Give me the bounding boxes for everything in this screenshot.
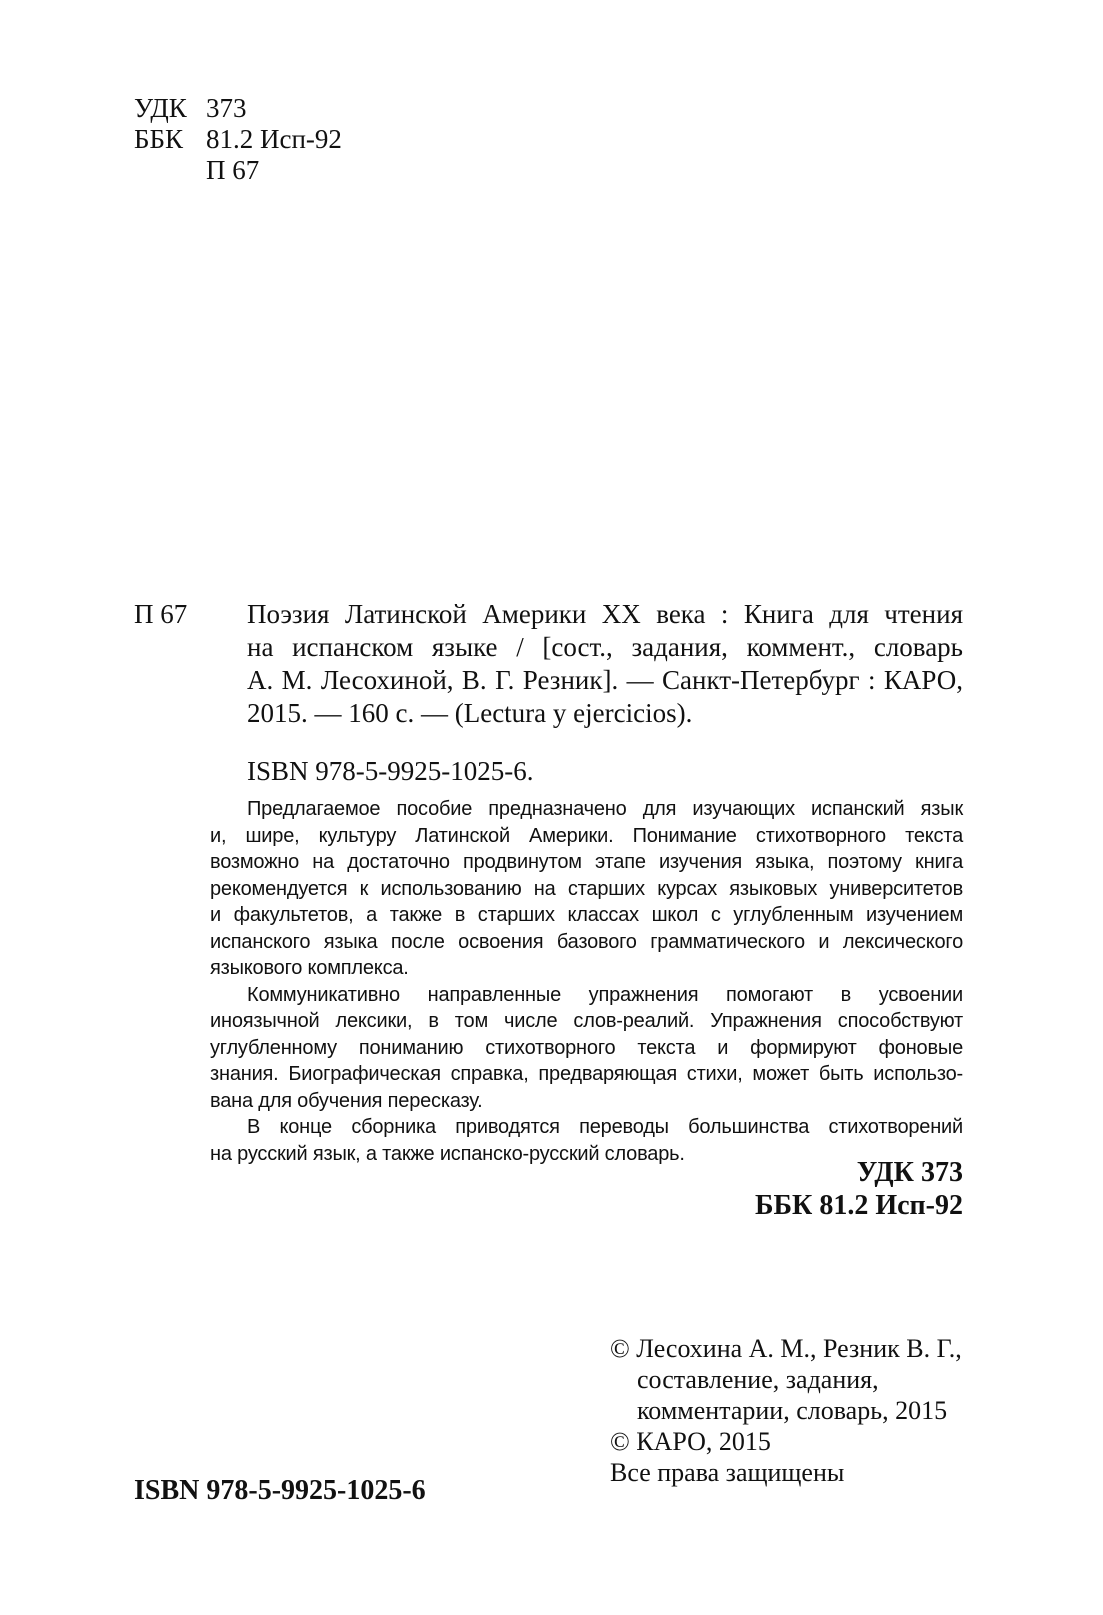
copyright-block: [610, 1333, 962, 1488]
record-line: Поэзия Латинской Америки XX века : Книга для чтения: [247, 599, 963, 629]
annotation-line: и, шире, культуру Латинской Америки. Понимание стихотворного текста: [210, 824, 963, 847]
annotation-line: и факультетов, а также в старших классах школ с углубленным изучением: [210, 904, 963, 926]
copyright-role-cont: комментарии, словарь, 2015: [637, 1396, 948, 1425]
annotation-line: В конце сборника приводятся переводы большинства стихотворений: [247, 1116, 963, 1138]
annotation: [210, 796, 963, 1167]
classification-value: 373: [206, 93, 247, 123]
annotation-line: Коммуникативно направленные упражнения помогают в усвоении: [247, 983, 963, 1006]
annotation-line: испанского языка после освоения базового грамматического и лексического: [210, 930, 963, 953]
classification-key: ББК: [134, 124, 184, 154]
classification-udk-bold: УДК 373: [856, 1157, 963, 1188]
isbn-bold: ISBN 978-5-9925-1025-6: [134, 1475, 426, 1506]
annotation-line: рекомендуется к использованию на старших курсах языковых университетов: [210, 877, 963, 900]
annotation-line: возможно на достаточно продвинутом этапе изучения языка, поэтому книга: [210, 851, 963, 873]
bibliographic-record: [247, 598, 963, 730]
copyright-publisher: © КАРО, 2015: [610, 1427, 771, 1456]
record-line: на испанском языке / [сост., задания, коммент., словарь: [247, 632, 963, 662]
annotation-paragraph-1: [210, 796, 963, 982]
record-line: А. М. Лесохиной, В. Г. Резник]. — Санкт-Петербург : КАРО,: [247, 665, 963, 695]
record-isbn: ISBN 978-5-9925-1025-6.: [247, 756, 534, 786]
record-line: 2015. — 160 с. — (Lectura y ejercicios).: [247, 698, 693, 728]
annotation-line: иноязычной лексики, в том числе слов-реалий. Упражнения способствуют: [210, 1010, 963, 1032]
annotation-line: вана для обучения пересказу.: [210, 1089, 483, 1112]
copyright-rights: Все права защищены: [610, 1458, 845, 1487]
copyright-role: составление, задания,: [637, 1365, 879, 1394]
annotation-paragraph-2: [210, 982, 963, 1115]
annotation-line: Предлагаемое пособие предназначено для изучающих испанский язык: [247, 798, 963, 820]
classification-value: П 67: [206, 155, 260, 185]
annotation-line: языкового комплекса.: [210, 957, 409, 979]
record-author-mark: П 67: [134, 599, 188, 629]
classification-value: 81.2 Исп-92: [206, 124, 342, 154]
annotation-line: знания. Биографическая справка, предваряющая стихи, может быть использо-: [210, 1063, 963, 1085]
annotation-line: углубленному пониманию стихотворного текста и формируют фоновые: [210, 1036, 963, 1059]
classification-bbk-bold: ББК 81.2 Исп-92: [755, 1190, 963, 1221]
annotation-line: на русский язык, а также испанско-русский словарь.: [210, 1142, 685, 1165]
copyright-authors: © Лесохина А. М., Резник В. Г.,: [610, 1334, 962, 1363]
annotation-paragraph-3: [210, 1114, 963, 1167]
classification-key: УДК: [134, 93, 187, 123]
